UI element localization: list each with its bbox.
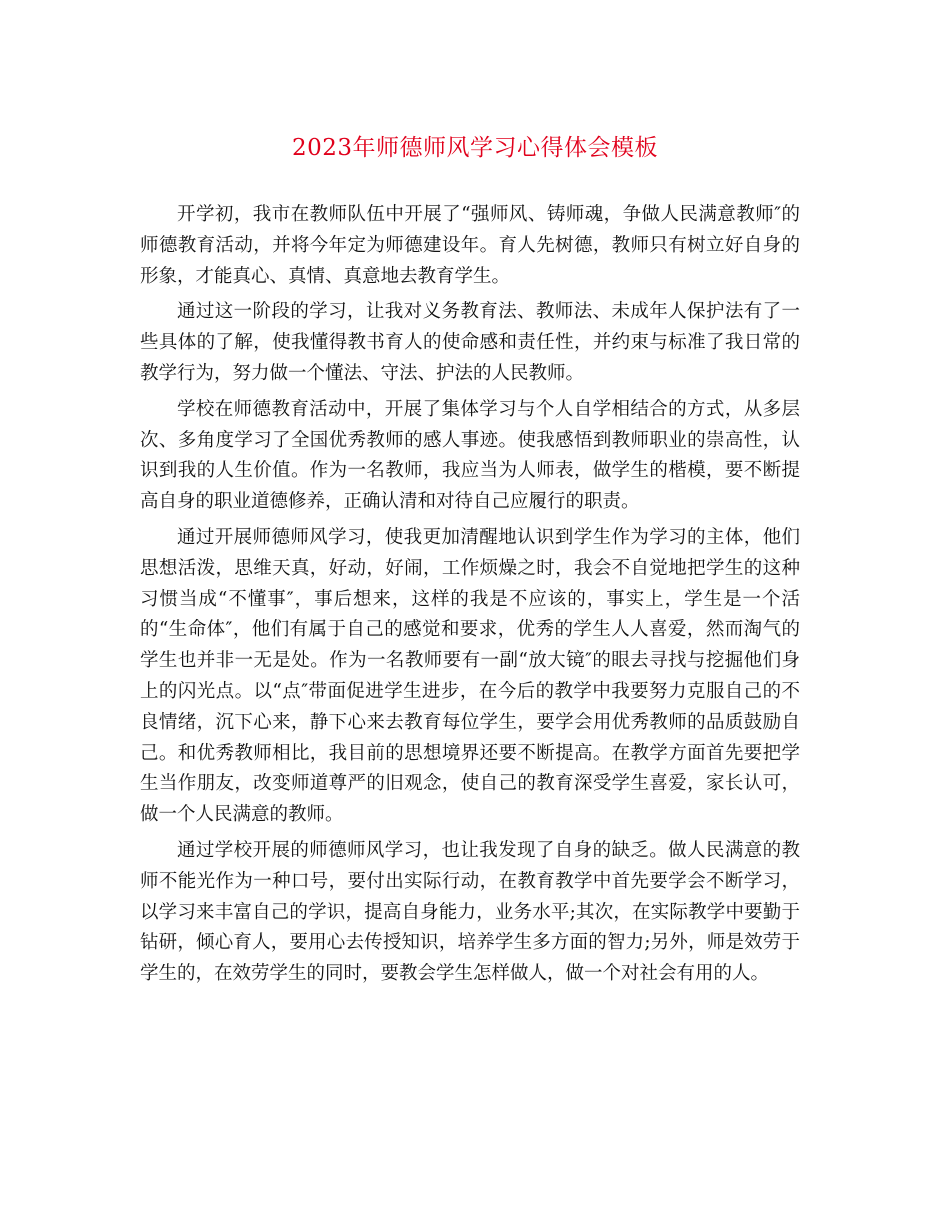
- paragraph-5: 通过学校开展的师德师风学习，也让我发现了自身的缺乏。做人民满意的教师不能光作为一种口号，要付出实际行动，在教育教学中首先要学会不断学习，以学习来丰富自己的学识，提高自身能力，业务水平;其次，在实际教学中要勤于钻研，倾心育人，要用心去传授知识，培养学生多方面的智力;另外，师是效劳于学生的，在效劳学生的同时，要教会学生怎样做人，做一个对社会有用的人。: [140, 839, 800, 985]
- paragraph-3: 学校在师德教育活动中，开展了集体学习与个人自学相结合的方式，从多层次、多角度学习了全国优秀教师的感人事迹。使我感悟到教师职业的崇高性，认识到我的人生价值。作为一名教师，我应当为人师表，做学生的楷模，要不断提高自身的职业道德修养，正确认清和对待自己应履行的职责。: [140, 398, 800, 513]
- document-body: [140, 200, 800, 995]
- paragraph-4: 通过开展师德师风学习，使我更加清醒地认识到学生作为学习的主体，他们思想活泼，思维天真，好动，好闹，工作烦燥之时，我会不自觉地把学生的这种习惯当成“不懂事″，事后想来，这样的我是不应该的，事实上，学生是一个活的“生命体″，他们有属于自己的感觉和要求，优秀的学生人人喜爱，然而淘气的学生也并非一无是处。作为一名教师要有一副“放大镜″的眼去寻找与挖掘他们身上的闪光点。以“点″带面促进学生进步，在今后的教学中我要努力克服自己的不良情绪，沉下心来，静下心来去教育每位学生，要学会用优秀教师的品质鼓励自己。和优秀教师相比，我目前的思想境界还要不断提高。在教学方面首先要把学生当作朋友，改变师道尊严的旧观念，使自己的教育深受学生喜爱，家长认可，做一个人民满意的教师。: [140, 526, 800, 826]
- document-title: 2023年师德师风学习心得体会模板: [291, 135, 659, 161]
- paragraph-2: 通过这一阶段的学习，让我对义务教育法、教师法、未成年人保护法有了一些具体的了解，使我懂得教书育人的使命感和责任性，并约束与标准了我日常的教学行为，努力做一个懂法、守法、护法的人民教师。: [140, 301, 800, 384]
- paragraph-1: 开学初，我市在教师队伍中开展了“强师风、铸师魂，争做人民满意教师″的师德教育活动，并将今年定为师德建设年。育人先树德，教师只有树立好自身的形象，才能真心、真情、真意地去教育学生。: [140, 204, 800, 287]
